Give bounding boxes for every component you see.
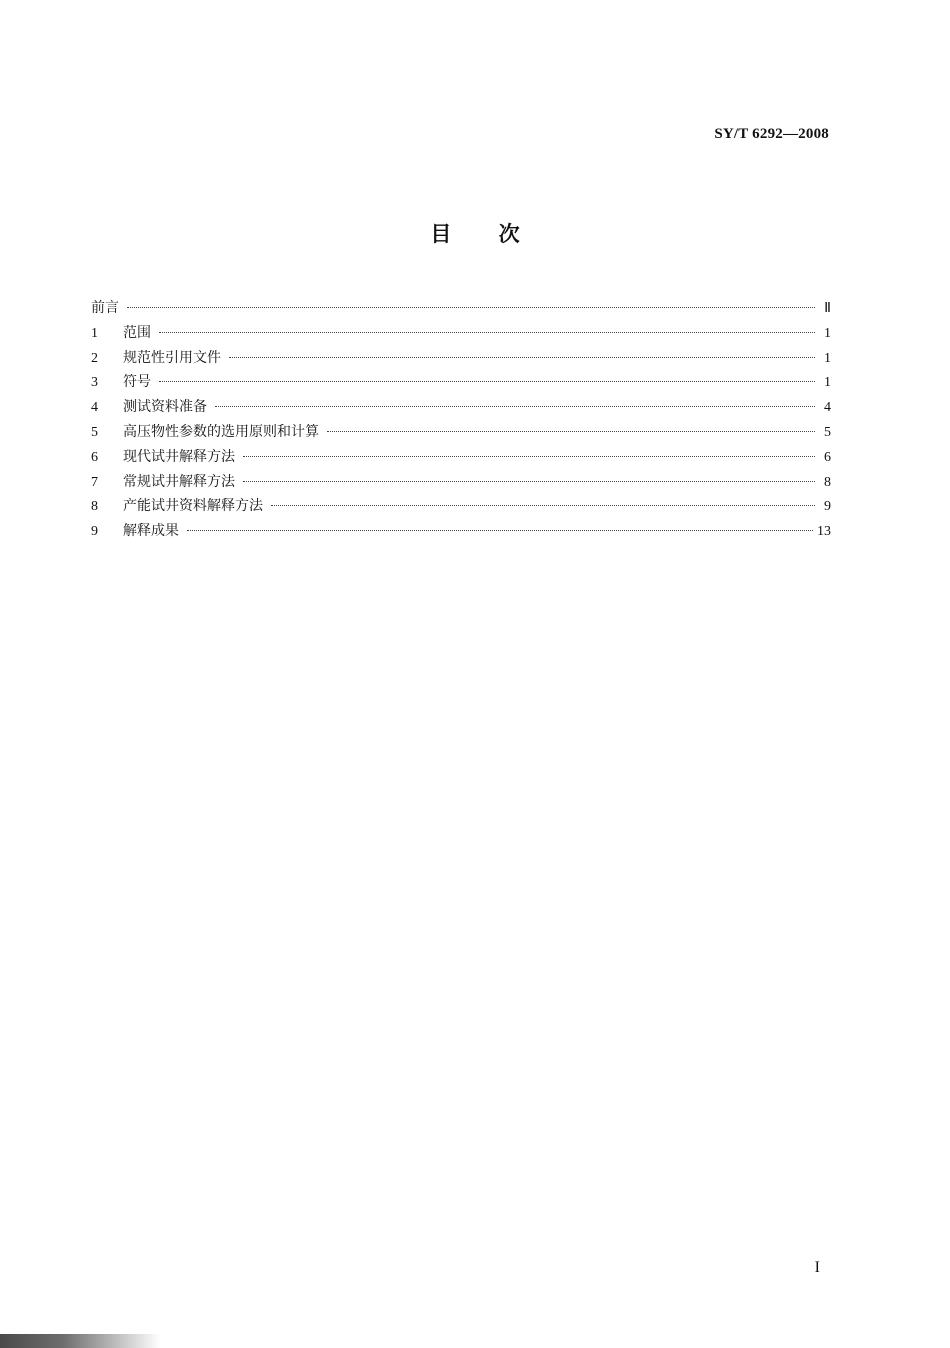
toc-entry-3[interactable] xyxy=(91,370,831,395)
toc-entry-page: 8 xyxy=(824,474,831,490)
toc-entry-number: 6 xyxy=(91,449,98,465)
toc-leader-dots xyxy=(229,357,815,358)
toc-entry-8[interactable] xyxy=(91,494,831,519)
toc-entry-6[interactable] xyxy=(91,445,831,470)
toc-entry-page: 4 xyxy=(824,400,831,416)
scan-artifact xyxy=(0,1334,160,1348)
toc-entry-page: 9 xyxy=(824,499,831,515)
toc-entry-9[interactable] xyxy=(91,519,831,544)
toc-entry-page: 1 xyxy=(824,375,831,391)
toc-entry-4[interactable] xyxy=(91,395,831,420)
table-of-contents xyxy=(91,296,831,544)
toc-leader-dots xyxy=(159,332,815,333)
toc-entry-number: 1 xyxy=(91,325,98,341)
toc-leader-dots xyxy=(271,505,815,506)
toc-entry-title: 高压物性参数的选用原则和计算 xyxy=(123,423,319,440)
toc-leader-dots xyxy=(243,481,815,482)
toc-leader-dots xyxy=(215,406,815,407)
toc-entry-title: 产能试井资料解释方法 xyxy=(123,498,263,515)
toc-entry-title: 解释成果 xyxy=(123,523,179,540)
toc-entry-number: 9 xyxy=(91,524,98,540)
toc-entry-page: 6 xyxy=(824,449,831,465)
standard-number: SY/T 6292—2008 xyxy=(714,126,829,142)
toc-entry-number: 7 xyxy=(91,474,98,490)
toc-leader-dots xyxy=(127,307,815,308)
toc-entry-title: 范围 xyxy=(123,324,151,341)
toc-entry-number: 8 xyxy=(91,499,98,515)
toc-entry-foreword[interactable] xyxy=(91,296,831,321)
toc-leader-dots xyxy=(243,456,815,457)
toc-entry-2[interactable] xyxy=(91,346,831,371)
toc-entry-1[interactable] xyxy=(91,321,831,346)
page-number: I xyxy=(814,1259,820,1276)
toc-title: 目 次 xyxy=(430,222,520,246)
toc-entry-title: 现代试井解释方法 xyxy=(123,448,235,465)
toc-entry-title: 规范性引用文件 xyxy=(123,349,221,366)
toc-entry-page: 13 xyxy=(817,524,831,540)
toc-entry-page: Ⅱ xyxy=(824,301,831,316)
toc-entry-title: 前言 xyxy=(91,300,119,316)
toc-leader-dots xyxy=(187,530,813,531)
toc-entry-number: 5 xyxy=(91,424,98,440)
toc-entry-number: 3 xyxy=(91,375,98,391)
toc-entry-title: 常规试井解释方法 xyxy=(123,473,235,490)
toc-entry-number: 4 xyxy=(91,400,98,416)
toc-entry-number: 2 xyxy=(91,350,98,366)
toc-entry-page: 5 xyxy=(824,424,831,440)
toc-entry-title: 符号 xyxy=(123,374,151,391)
toc-entry-title: 测试资料准备 xyxy=(123,399,207,416)
toc-entry-page: 1 xyxy=(824,350,831,366)
toc-entry-page: 1 xyxy=(824,325,831,341)
toc-entry-5[interactable] xyxy=(91,420,831,445)
toc-leader-dots xyxy=(327,431,815,432)
toc-leader-dots xyxy=(159,381,815,382)
toc-entry-7[interactable] xyxy=(91,470,831,495)
